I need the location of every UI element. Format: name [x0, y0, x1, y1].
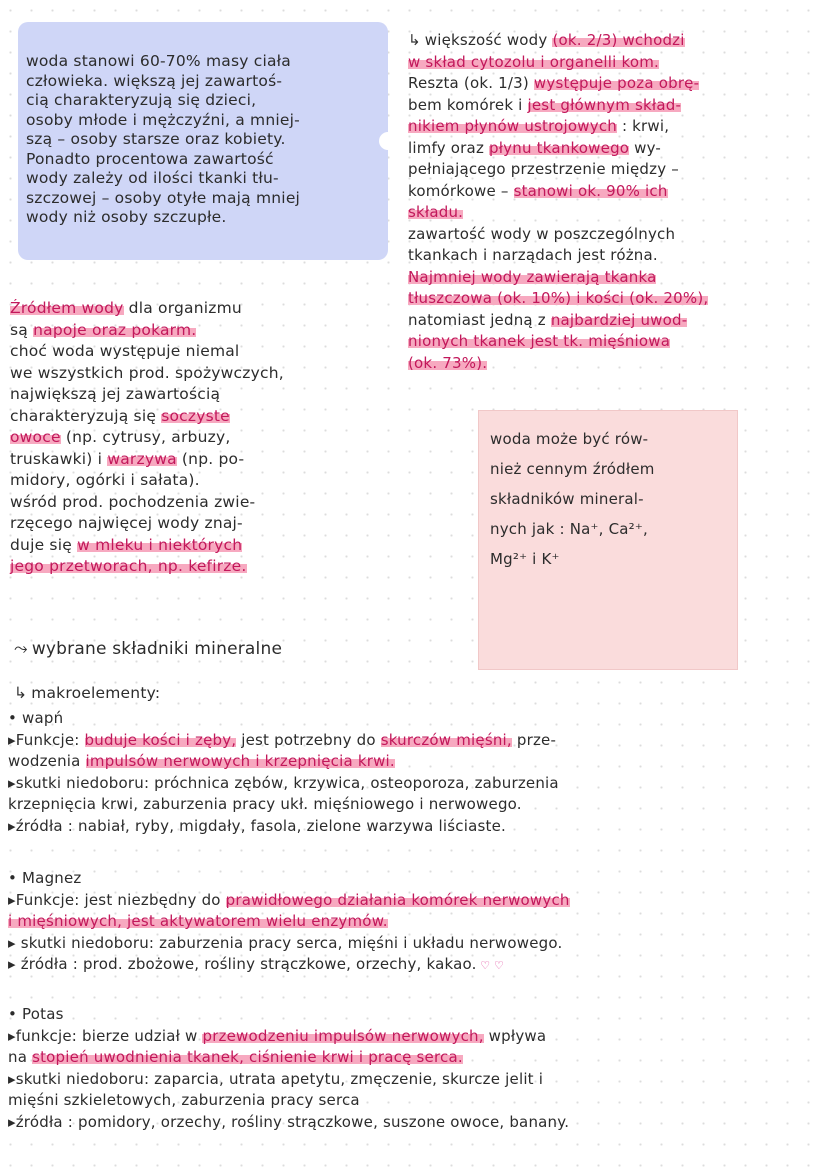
text-line: cią charakteryzują się dzieci, [26, 91, 257, 109]
water-source-paragraph: Źródłem wody dla organizmu są napoje oraz pokarm. choć woda występuje niemal we wszystkich prod. spożywczych, największą jej zawartością charakteryzują się soczyste owoce (np. cytrusy, arbuzy, truskawki) i warzywa (np. po- midory, ogórki i sałata). wśród prod. pochodzenia zwie- rzęcego najwięcej wody znaj- duje się w mleku i niektórych jego przetworach, np. kefirze. [10, 299, 284, 575]
macroelements-subheading: ↳ makroelementy: [14, 684, 161, 702]
arrow-icon: ↳ [14, 684, 28, 702]
text-line: Ponadto procentowa zawartość [26, 149, 274, 168]
water-distribution-paragraph: ↳ większość wody (ok. 2/3) wchodzi w skład cytozolu i organelli kom. Reszta (ok. 1/3) występuje poza obrę- bem komórek i jest głównym skład- nikiem płynów ustrojowych : krwi, limfy oraz płynu tkankowego wy- pełniającego przestrzenie między – komórkowe – stanowi ok. 90% ich składu. zawartość wody w poszczególnych tkankach i narządach jest różna. Najmniej wody zawierają tkanka tłuszczowa (ok. 10%) i kości (ok. 20%), natomiast jedną z najbardziej uwod- nionych tkanek jest tk. mięśniowa (ok. 73%). [408, 31, 709, 372]
text-line: szą – osoby starsze oraz kobiety. [26, 130, 286, 148]
text-line: szczowej – osoby otyłe mają mniej [26, 188, 301, 207]
text-line: woda może być rów- [490, 430, 649, 448]
text-line: woda stanowi 60-70% masy ciała [26, 52, 291, 70]
text-line: Mg²⁺ i K⁺ [490, 550, 560, 568]
text-line: nież cennym źródłem [490, 460, 655, 478]
calcium-title: wapń [22, 709, 64, 727]
curly-arrow-icon: ⤳ [14, 639, 28, 659]
potassium-section: • Potas ▸funkcje: bierze udział w przewodzeniu impulsów nerwowych, wpływa na stopień uwodnienia tkanek, ciśnienie krwi i pracę serca. ▸skutki niedoboru: zaparcia, utrata apetytu, zmęczenie, skurcze jelit i mięśni szkieletowych, zaburzenia pracy serca ▸źródła : pomidory, orzechy, rośliny strączkowe, suszone owoce, banany. [8, 1005, 570, 1131]
text-line: nych jak : Na⁺, Ca²⁺, [490, 520, 648, 538]
minerals-heading: ⤳ wybrane składniki mineralne [14, 639, 283, 659]
text-line: składników mineral- [490, 490, 644, 508]
calcium-section: • wapń ▸Funkcje: buduje kości i zęby, jest potrzebny do skurczów mięśni, prze- wodzenia impulsów nerwowych i krzepnięcia krwi. ▸skutki niedoboru: próchnica zębów, krzywica, osteoporoza, zaburzenia krzepnięcia krwi, zaburzenia pracy ukł. mięśniowego i nerwowego. ▸źródła : nabiał, ryby, migdały, fasola, zielone warzywa liściaste. [8, 709, 559, 835]
magnesium-title: Magnez [22, 869, 82, 887]
text-line: wody niż osoby szczupłe. [26, 208, 227, 226]
heart-icon: ♡ ♡ [476, 959, 505, 972]
potassium-title: Potas [22, 1005, 64, 1023]
text-line: wody zależy od ilości tkanki tłu- [26, 169, 279, 187]
text-line: człowieka. większą jej zawartoś- [26, 71, 283, 90]
box-notch [379, 132, 397, 150]
arrow-icon: ↳ [408, 31, 421, 49]
water-content-paragraph [26, 52, 300, 228]
magnesium-section: • Magnez ▸Funkcje: jest niezbędny do prawidłowego działania komórek nerwowych i mięśniowych, jest aktywatorem wielu enzymów. ▸ skutki niedoboru: zaburzenia pracy serca, mięśni i układu nerwowego. ▸ źródła : prod. zbożowe, rośliny strączkowe, orzechy, kakao. ♡ ♡ [8, 869, 570, 973]
text-line: osoby młode i mężczyźni, a mniej- [26, 110, 300, 129]
pink-note-text [490, 424, 655, 574]
